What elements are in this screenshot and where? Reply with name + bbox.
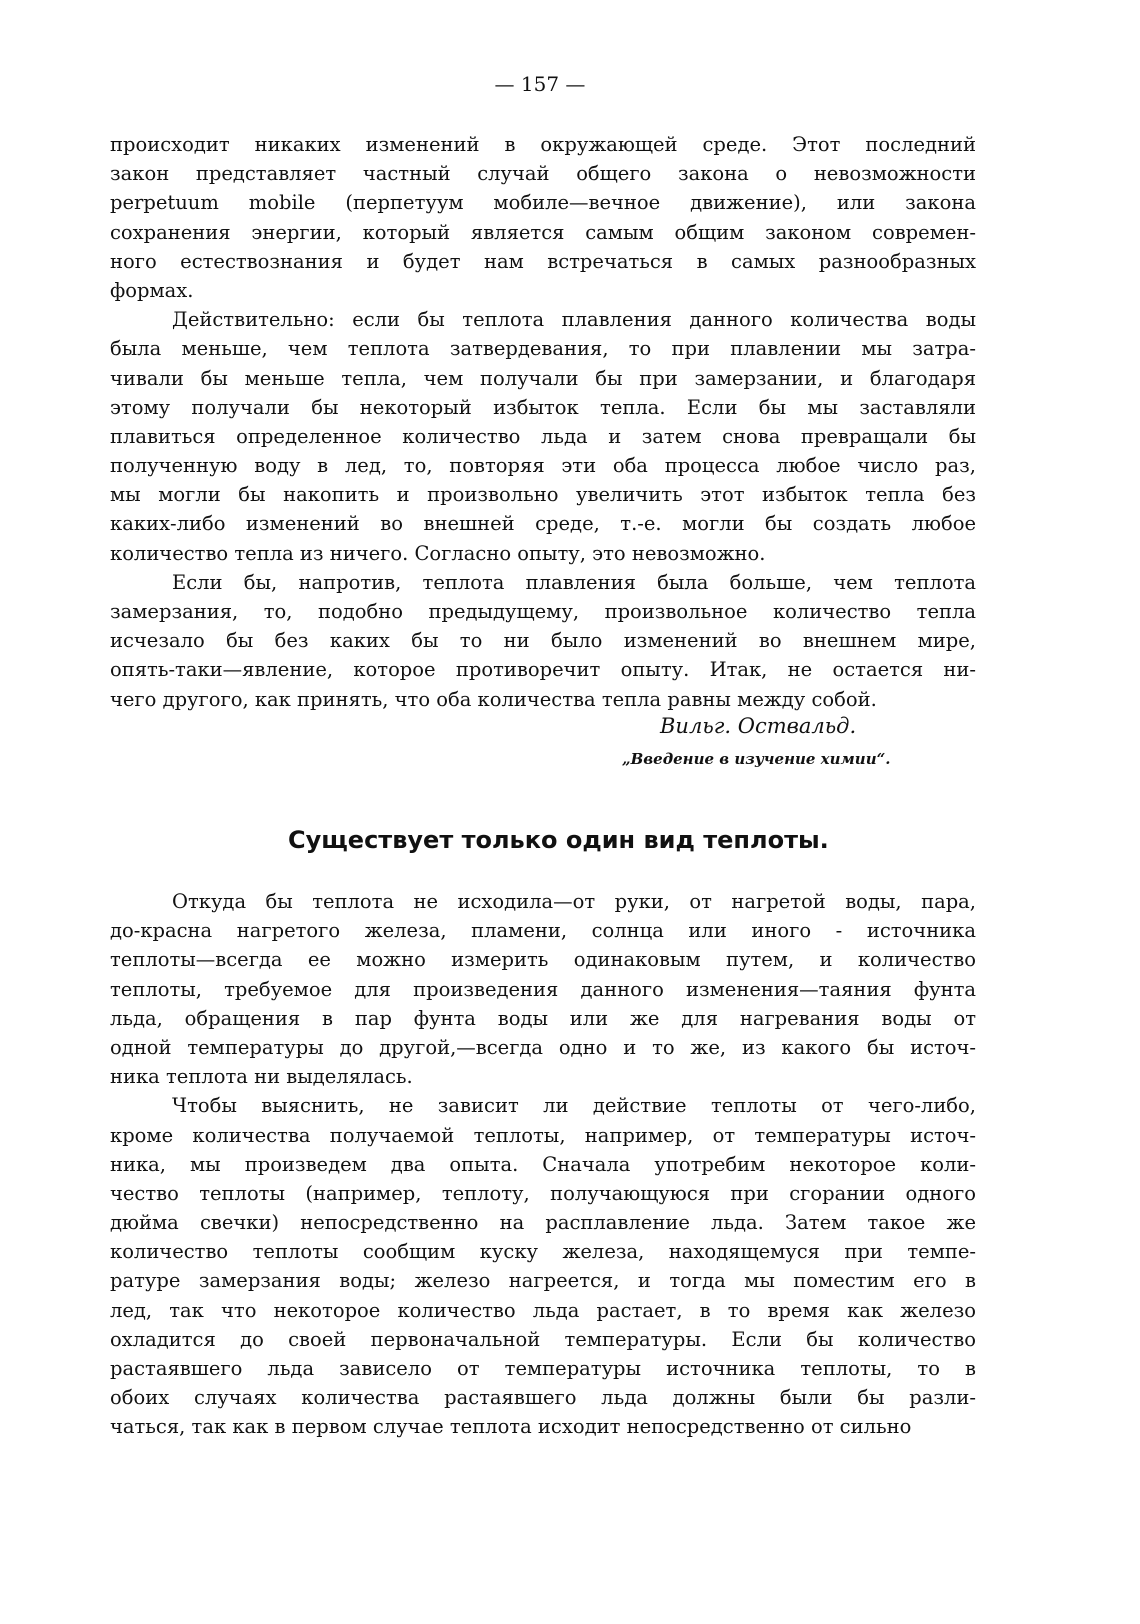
section1-text	[110, 130, 976, 714]
text-line: теплоты—всегда ее можно измерить одинаковым путем, и количество	[110, 948, 976, 972]
text-line: лед, так что некоторое количество льда растает, в то время как железо	[110, 1298, 976, 1322]
text-line: опять-таки—явление, которое противоречит опыту. Итак, не остается ни-	[110, 658, 976, 682]
text-line: охладится до своей первоначальной температуры. Если бы количество	[110, 1327, 976, 1351]
text-line: полученную воду в лед, то, повторяя эти оба процесса любое число раз,	[110, 454, 976, 478]
text-line: плавиться определенное количество льда и затем снова превращали бы	[110, 424, 976, 448]
text-line: растаявшего льда зависело от температуры источника теплоты, то в	[110, 1357, 976, 1380]
text-line: количество тепла из ничего. Согласно опыту, это невозможно.	[110, 541, 766, 565]
text-line: льда, обращения в пар фунта воды или же для нагревания воды от	[110, 1006, 976, 1030]
text-line: закон представляет частный случай общего закона о невозможности	[110, 162, 976, 186]
text-line: каких-либо изменений во внешней среде, т.-е. могли бы создать любое	[110, 512, 976, 536]
text-line: чаться, так как в первом случае теплота исходит непосредственно от сильно	[110, 1415, 912, 1439]
text-line: теплоты, требуемое для произведения данного изменения—таяния фунта	[110, 977, 976, 1001]
text-line: Если бы, напротив, теплота плавления была больше, чем теплота	[172, 570, 976, 594]
author: Вильг. Оствальд.	[660, 714, 857, 738]
source-citation: „Введение в изучение химии“.	[622, 750, 891, 768]
text-line: Чтобы выяснить, не зависит ли действие теплоты от чего-либо,	[172, 1094, 976, 1118]
text-line: Откуда бы теплота не исходила—от руки, от нагретой воды, пара,	[172, 890, 976, 913]
text-line: дюйма свечки) непосредственно на расплавление льда. Затем такое же	[110, 1211, 976, 1235]
text-line: исчезало бы без каких бы то ни было изменений во внешнем мире,	[110, 629, 976, 653]
text-line: формах.	[110, 278, 194, 302]
text-line: мы могли бы накопить и произвольно увеличить этот избыток тепла без	[110, 483, 976, 507]
text-line: ратуре замерзания воды; железо нагреется, и тогда мы поместим его в	[110, 1269, 976, 1293]
text-line: чивали бы меньше тепла, чем получали бы при замерзании, и благодаря	[110, 366, 976, 390]
text-line: Действительно: если бы теплота плавления данного количества воды	[172, 308, 976, 332]
text-line: ника теплота ни выделялась.	[110, 1065, 413, 1089]
text-line: до-красна нагретого железа, пламени, солнца или иного - источника	[110, 919, 976, 943]
page-number: — 157 —	[494, 72, 586, 96]
section2-text	[110, 887, 976, 1442]
text-line: была меньше, чем теплота затвердевания, то при плавлении мы затра-	[110, 337, 976, 361]
text-line: сохранения энергии, который является самым общим законом современ-	[110, 220, 976, 244]
text-line: чего другого, как принять, что оба количества тепла равны между собой.	[110, 687, 877, 711]
text-line: этому получали бы некоторый избыток тепла. Если бы мы заставляли	[110, 395, 976, 419]
text-line: ного естествознания и будет нам встречаться в самых разнообразных	[110, 249, 976, 273]
section-heading: Существует только один вид теплоты.	[288, 826, 829, 854]
text-line: perpetuum mobile (перпетуум мобиле—вечное движение), или закона	[110, 191, 976, 215]
text-line: количество теплоты сообщим куску железа, находящемуся при темпе-	[110, 1240, 976, 1264]
text-line: происходит никаких изменений в окружающей среде. Этот последний	[110, 133, 976, 156]
text-line: чество теплоты (например, теплоту, получающуюся при сгорании одного	[110, 1181, 976, 1205]
text-line: ника, мы произведем два опыта. Сначала употребим некоторое коли-	[110, 1152, 976, 1176]
text-line: замерзания, то, подобно предыдущему, произвольное количество тепла	[110, 600, 976, 623]
text-line: кроме количества получаемой теплоты, например, от температуры источ-	[110, 1123, 976, 1147]
text-line: обоих случаях количества растаявшего льда должны были бы разли-	[110, 1386, 976, 1410]
text-line: одной температуры до другой,—всегда одно и то же, из какого бы источ-	[110, 1035, 976, 1059]
